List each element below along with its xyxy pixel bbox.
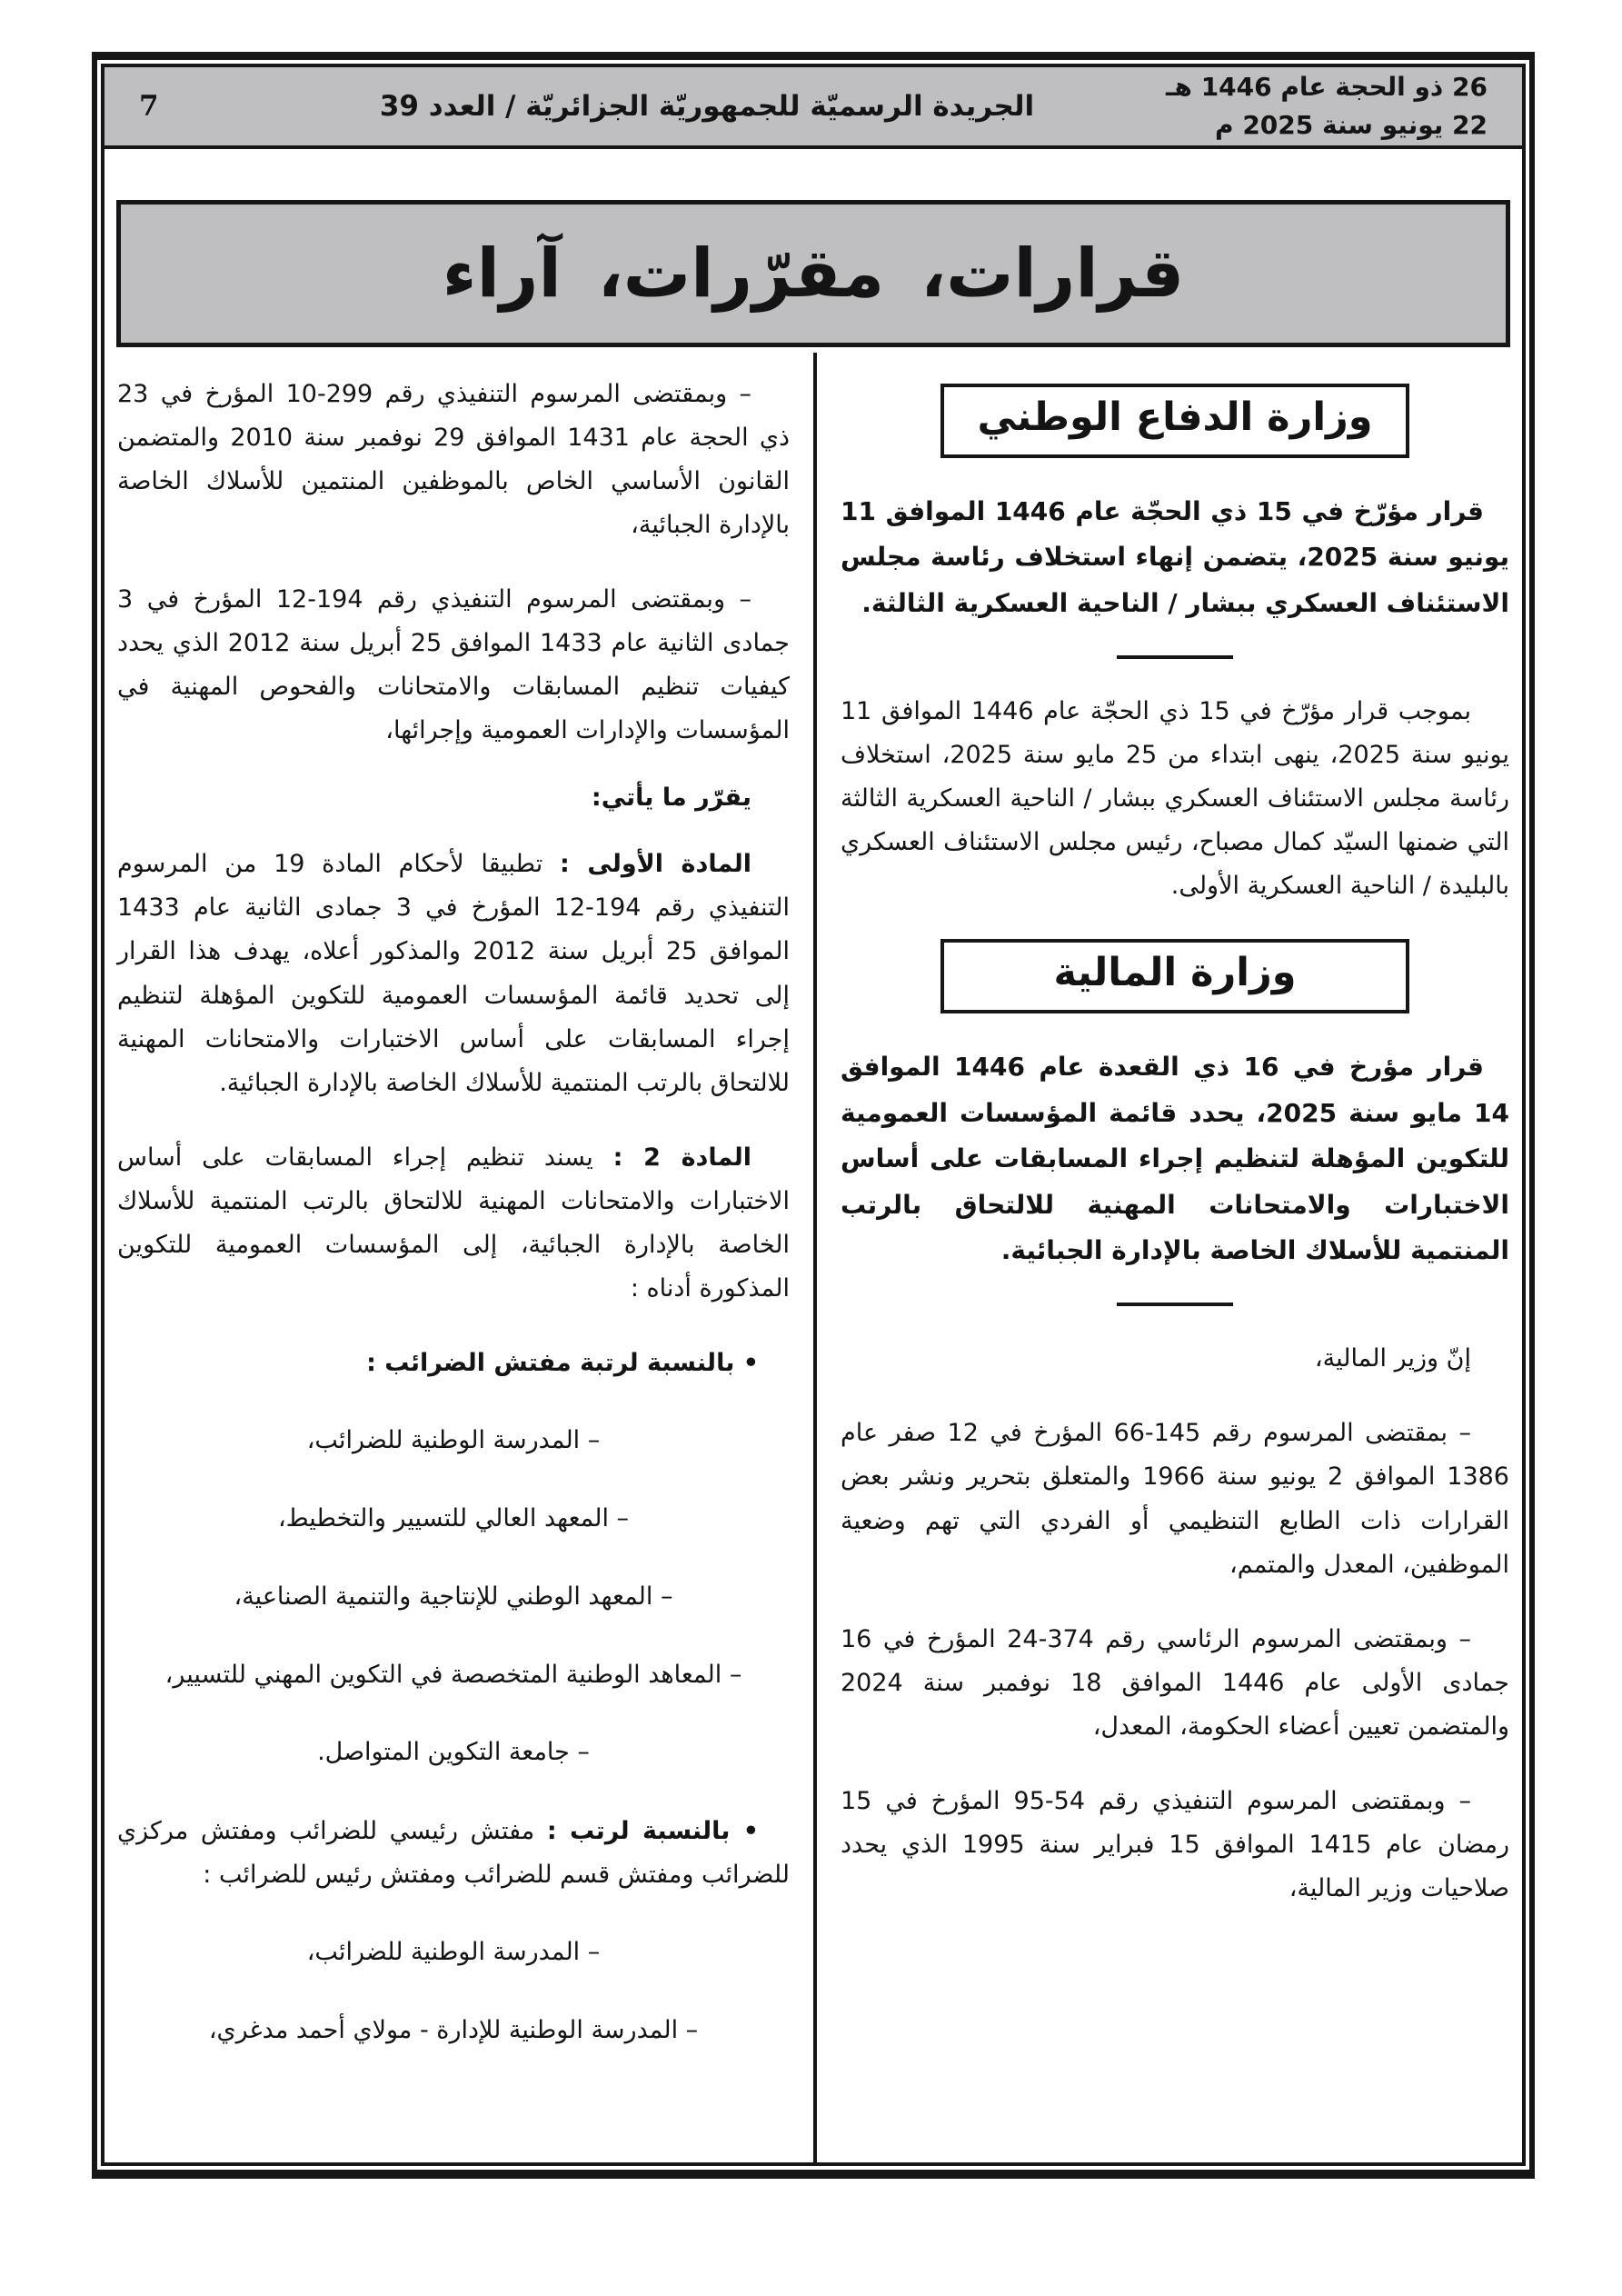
bullet-heading-senior-label: • بالنسبة لرتب :	[546, 1817, 760, 1846]
issue-dates	[1166, 68, 1488, 145]
list-item: – المدرسة الوطنية للضرائب،	[306, 1938, 601, 1967]
list-item: – المدرسة الوطنية للضرائب،	[306, 1425, 601, 1454]
date-gregorian: 22 يونيو سنة 2025 م	[1215, 110, 1488, 140]
page-number: 7	[139, 90, 159, 123]
bullet-heading-inspector: • بالنسبة لرتبة مفتش الضرائب :	[366, 1348, 759, 1377]
ministry-finance-title: وزارة المالية	[1053, 950, 1297, 996]
ministry-defense-title: وزارة الدفاع الوطني	[977, 394, 1373, 440]
list-item: – المعاهد الوطنية المتخصصة في التكوين المهني للتسيير،	[164, 1660, 742, 1689]
visa-paragraph: – بمقتضى المرسوم رقم 145-66 المؤرخ في 12 صفر عام 1386 الموافق 2 يونيو سنة 1966 والمتعلق بتحرير ونشر بعض القرارات ذات الطابع التنظيمي أو الفردي التي تهم وضعية الموظفين، المعدل والمتمم،	[841, 1419, 1509, 1579]
bullet-heading-senior-ranks	[117, 1810, 790, 1897]
page-header	[104, 67, 1522, 149]
journal-title: الجريدة الرسميّة للجمهوريّة الجزائريّة / العدد 39	[379, 90, 1035, 123]
decree-summary: قرار مؤرّخ في 15 ذي الحجّة عام 1446 الموافق 11 يونيو سنة 2025، يتضمن إنهاء استخلاف رئاسة مجلس الاستئناف العسكري ببشار / الناحية العسكرية الثالثة.	[841, 496, 1509, 618]
article-2-text: يسند تنظيم إجراء المسابقات على أساس الاختبارات والامتحانات المهنية للالتحاق بالرتب المنتمية للأسلاك الخاصة بالإدارة الجبائية، إلى المؤسسات العمومية للتكوين المذكورة أدناه :	[117, 1143, 790, 1303]
visa-paragraph: – وبمقتضى المرسوم الرئاسي رقم 374-24 المؤرخ في 16 جمادى الأولى عام 1446 الموافق 18 نوفمبر سنة 2024 والمتضمن تعيين أعضاء الحكومة، المعدل،	[841, 1624, 1509, 1741]
separator-rule	[1117, 655, 1233, 659]
enacting-formula: يقرّر ما يأتي:	[591, 784, 751, 813]
article-1	[117, 843, 790, 1104]
list-item: – المدرسة الوطنية للإدارة - مولاي أحمد مدغري،	[208, 2016, 699, 2045]
ministry-defense-heading	[940, 384, 1408, 458]
decree-summary: قرار مؤرخ في 16 ذي القعدة عام 1446 الموافق 14 مايو سنة 2025، يحدد قائمة المؤسسات العمومية للتكوين المؤهلة لتنظيم إجراء المسابقات على أساس الاختبارات والامتحانات المهنية للالتحاق بالرتب المنتمية للأسلاك الخاصة بالإدارة الجبائية.	[841, 1052, 1509, 1265]
column-left	[104, 353, 813, 2162]
page-frame-inner	[101, 64, 1526, 2166]
decree-body: بموجب قرار مؤرّخ في 15 ذي الحجّة عام 1446 الموافق 11 يونيو سنة 2025، ينهى ابتداء من 25 مايو سنة 2025، استخلاف رئاسة مجلس الاستئناف العسكري ببشار / الناحية العسكرية الثالثة التي ضمنها السيّد كمال مصباح، رئيس مجلس الاستئناف العسكري بالبليدة / الناحية العسكرية الأولى.	[841, 697, 1509, 901]
section-banner-title: قرارات، مقرّرات، آراء	[442, 235, 1185, 313]
visa-paragraph: – وبمقتضى المرسوم التنفيذي رقم 54-95 المؤرخ في 15 رمضان عام 1415 الموافق 15 فبراير سنة 1995 الذي يحدد صلاحيات وزير المالية،	[841, 1786, 1509, 1902]
date-hijri: 26 ذو الحجة عام 1446 هـ	[1165, 72, 1488, 102]
visa-paragraph: – وبمقتضى المرسوم التنفيذي رقم 194-12 المؤرخ في 3 جمادى الثانية عام 1433 الموافق 25 أبريل سنة 2012 الذي يحدد كيفيات تنظيم المسابقات والامتحانات والفحوص المهنية في المؤسسات والإدارات العمومية وإجرائها،	[117, 585, 790, 745]
separator-rule	[1117, 1303, 1233, 1306]
article-1-label: المادة الأولى :	[560, 850, 751, 879]
article-2-label: المادة 2 :	[612, 1143, 751, 1172]
columns	[104, 353, 1522, 2162]
bullet-heading-senior-text: مفتش رئيسي للضرائب ومفتش مركزي للضرائب ومفتش قسم للضرائب ومفتش رئيس للضرائب :	[117, 1817, 790, 1890]
section-banner	[116, 200, 1510, 347]
ministry-finance-heading	[940, 939, 1408, 1013]
article-2	[117, 1136, 790, 1311]
list-item: – المعهد العالي للتسيير والتخطيط،	[277, 1503, 630, 1532]
article-1-text: تطبيقا لأحكام المادة 19 من المرسوم التنفيذي رقم 194-12 المؤرخ في 3 جمادى الثانية عام 1433 الموافق 25 أبريل سنة 2012 والمذكور أعلاه، يهدف هذا القرار إلى تحديد قائمة المؤسسات العمومية للتكوين المؤهلة لتنظيم إجراء المسابقات على أساس الاختبارات والامتحانات المهنية للالتحاق بالرتب المنتمية للأسلاك الخاصة بالإدارة الجبائية.	[117, 850, 790, 1097]
column-right	[813, 353, 1522, 2162]
minister-intro: إنّ وزير المالية،	[1314, 1344, 1471, 1373]
page-frame	[92, 52, 1535, 2179]
list-item: – جامعة التكوين المتواصل.	[317, 1738, 590, 1767]
list-item: – المعهد الوطني للإنتاجية والتنمية الصناعية،	[234, 1582, 673, 1611]
visa-paragraph: – وبمقتضى المرسوم التنفيذي رقم 299-10 المؤرخ في 23 ذي الحجة عام 1431 الموافق 29 نوفمبر سنة 2010 والمتضمن القانون الأساسي الخاص بالموظفين المنتمين للأسلاك الخاصة بالإدارة الجبائية،	[117, 380, 790, 540]
